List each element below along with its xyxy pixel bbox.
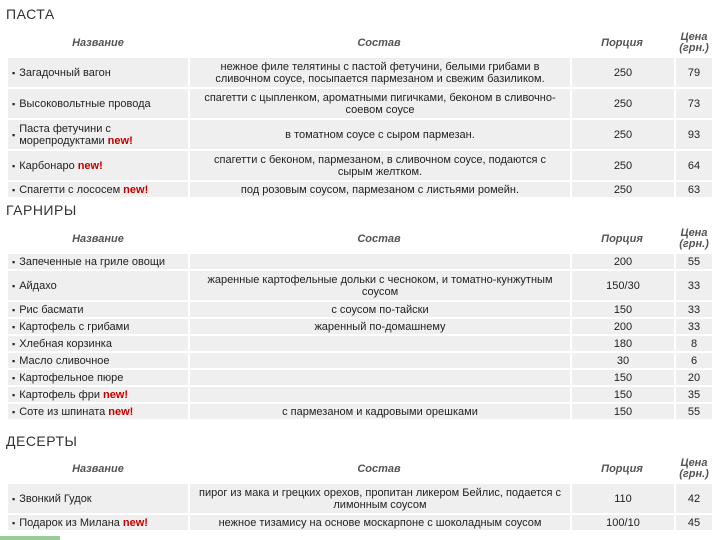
dish-name: Звонкий Гудок <box>19 492 92 505</box>
dish-name: Подарок из Милана <box>19 516 120 529</box>
bullet-icon: ▪ <box>12 256 16 267</box>
bullet-icon: ▪ <box>12 160 16 171</box>
dish-name: Айдахо <box>19 279 57 292</box>
header-price-line2: (грн.) <box>679 468 709 480</box>
cell-name <box>8 404 190 419</box>
header-price-line1: Цена <box>680 227 708 239</box>
table-row <box>8 319 712 334</box>
header-composition: Состав <box>357 233 401 245</box>
cell-portion: 30 <box>572 353 676 368</box>
cell-price: 55 <box>676 404 712 419</box>
cell-name <box>8 89 190 118</box>
table-row <box>8 387 712 402</box>
cell-composition <box>190 336 572 351</box>
cell-composition: с пармезаном и кадровыми орешками <box>190 404 572 419</box>
dish-name: Соте из шпината <box>19 405 106 418</box>
dish-name: Картофельное пюре <box>19 371 124 384</box>
cell-composition: пирог из мака и грецких орехов, пропитан ликером Бейлис, подается с лимонным соусом <box>190 484 572 513</box>
cell-price: 6 <box>676 353 712 368</box>
table-row <box>8 370 712 385</box>
header-name: Название <box>72 233 124 245</box>
bullet-icon: ▪ <box>12 355 16 366</box>
dish-name: Картофель фри <box>19 388 100 401</box>
bullet-icon: ▪ <box>12 321 16 332</box>
cell-portion: 150 <box>572 370 676 385</box>
dish-name: Масло сливочное <box>19 354 110 367</box>
cell-portion: 250 <box>572 89 676 118</box>
table-row <box>8 58 712 87</box>
dish-name: Рис басмати <box>19 303 84 316</box>
new-badge: new! <box>77 159 103 172</box>
table-row <box>8 404 712 419</box>
cell-price: 33 <box>676 319 712 334</box>
cell-price: 64 <box>676 151 712 180</box>
bullet-icon: ▪ <box>12 129 16 140</box>
cell-portion: 250 <box>572 182 676 197</box>
bullet-icon: ▪ <box>12 280 16 291</box>
cell-name <box>8 370 190 385</box>
cell-name <box>8 319 190 334</box>
dish-name: Карбонаро <box>19 159 75 172</box>
bullet-icon: ▪ <box>12 517 16 528</box>
dish-name: Спагетти с лососем <box>19 183 121 196</box>
cell-price: 35 <box>676 387 712 402</box>
table-row <box>8 120 712 149</box>
bullet-icon: ▪ <box>12 338 16 349</box>
header-portion: Порция <box>601 463 643 475</box>
cell-portion: 200 <box>572 254 676 269</box>
bullet-icon: ▪ <box>12 98 16 109</box>
cell-price: 33 <box>676 302 712 317</box>
cell-price: 79 <box>676 58 712 87</box>
cell-price: 42 <box>676 484 712 513</box>
cell-composition: с соусом по-тайски <box>190 302 572 317</box>
table-row <box>8 271 712 300</box>
cell-price: 73 <box>676 89 712 118</box>
section-title: ГАРНИРЫ <box>6 202 77 218</box>
header-composition: Состав <box>357 463 401 475</box>
cell-composition: под розовым соусом, пармезаном с листьями ромейн. <box>190 182 572 197</box>
cell-composition <box>190 387 572 402</box>
cell-composition <box>190 353 572 368</box>
cell-composition <box>190 370 572 385</box>
bullet-icon: ▪ <box>12 372 16 383</box>
header-portion: Порция <box>601 37 643 49</box>
header-price-line1: Цена <box>680 457 708 469</box>
section-title: ПАСТА <box>6 6 55 22</box>
cell-composition: жаренные картофельные дольки с чесноком, и томатно-кунжутным соусом <box>190 271 572 300</box>
new-badge: new! <box>102 388 129 401</box>
table-row <box>8 484 712 513</box>
cell-portion: 150 <box>572 302 676 317</box>
cell-portion: 150 <box>572 387 676 402</box>
table-row <box>8 151 712 180</box>
cell-price: 8 <box>676 336 712 351</box>
cell-price: 45 <box>676 515 712 530</box>
new-badge: new! <box>123 183 149 196</box>
cell-name <box>8 484 190 513</box>
cell-portion: 110 <box>572 484 676 513</box>
new-badge: new! <box>122 516 148 529</box>
dish-name: Запеченные на гриле овощи <box>19 255 166 268</box>
cell-name <box>8 120 190 149</box>
bullet-icon: ▪ <box>12 389 16 400</box>
header-portion: Порция <box>601 233 643 245</box>
table-row <box>8 254 712 269</box>
cell-composition: спагетти с беконом, пармезаном, в сливочном соусе, подаются с сырым желтком. <box>190 151 572 180</box>
cell-portion: 250 <box>572 120 676 149</box>
dish-name: Картофель с грибами <box>19 320 130 333</box>
cell-name <box>8 151 190 180</box>
cell-name <box>8 353 190 368</box>
cell-name <box>8 336 190 351</box>
header-price-line1: Цена <box>680 31 708 43</box>
cell-portion: 150/30 <box>572 271 676 300</box>
cell-composition: нежное филе телятины с пастой фетучини, белыми грибами в сливочном соусе, посыпается пармезаном и свежим базиликом. <box>190 58 572 87</box>
table-row <box>8 182 712 197</box>
table-row <box>8 89 712 118</box>
cell-name <box>8 58 190 87</box>
new-badge: new! <box>107 134 133 147</box>
cell-price: 93 <box>676 120 712 149</box>
dish-name: Паста фетучини с морепродуктами <box>19 122 111 147</box>
cell-price: 33 <box>676 271 712 300</box>
cell-price: 55 <box>676 254 712 269</box>
header-composition: Состав <box>357 37 401 49</box>
cell-portion: 180 <box>572 336 676 351</box>
bullet-icon: ▪ <box>12 184 16 195</box>
cell-name <box>8 515 190 530</box>
cell-composition <box>190 254 572 269</box>
cell-composition: спагетти с цыпленком, ароматными пигичками, беконом в сливочно-соевом соусе <box>190 89 572 118</box>
cell-name <box>8 387 190 402</box>
header-price <box>676 458 712 480</box>
cell-name <box>8 271 190 300</box>
bullet-icon: ▪ <box>12 493 16 504</box>
bullet-icon: ▪ <box>12 304 16 315</box>
header-price <box>676 228 712 250</box>
cell-portion: 150 <box>572 404 676 419</box>
cell-portion: 250 <box>572 58 676 87</box>
cell-composition: жаренный по-домашнему <box>190 319 572 334</box>
section-title: ДЕСЕРТЫ <box>6 433 78 449</box>
bullet-icon: ▪ <box>12 67 16 78</box>
cell-name <box>8 254 190 269</box>
bullet-icon: ▪ <box>12 406 16 417</box>
dish-name: Высоковольтные провода <box>19 97 151 110</box>
cell-name <box>8 182 190 197</box>
cell-composition: в томатном соусе с сыром пармезан. <box>190 120 572 149</box>
table-row <box>8 302 712 317</box>
header-price-line2: (грн.) <box>679 42 709 54</box>
cell-portion: 250 <box>572 151 676 180</box>
header-name: Название <box>72 463 124 475</box>
dish-name: Хлебная корзинка <box>19 337 112 350</box>
progress-strip <box>0 536 60 540</box>
new-badge: new! <box>108 405 134 418</box>
dish-name: Загадочный вагон <box>19 66 111 79</box>
header-price <box>676 32 712 54</box>
cell-composition: нежное тизамису на основе москарпоне с шоколадным соусом <box>190 515 572 530</box>
header-price-line2: (грн.) <box>679 238 709 250</box>
cell-name <box>8 302 190 317</box>
cell-portion: 100/10 <box>572 515 676 530</box>
cell-price: 20 <box>676 370 712 385</box>
header-name: Название <box>72 37 124 49</box>
cell-portion: 200 <box>572 319 676 334</box>
cell-price: 63 <box>676 182 712 197</box>
table-row <box>8 336 712 351</box>
table-row <box>8 353 712 368</box>
table-row <box>8 515 712 530</box>
